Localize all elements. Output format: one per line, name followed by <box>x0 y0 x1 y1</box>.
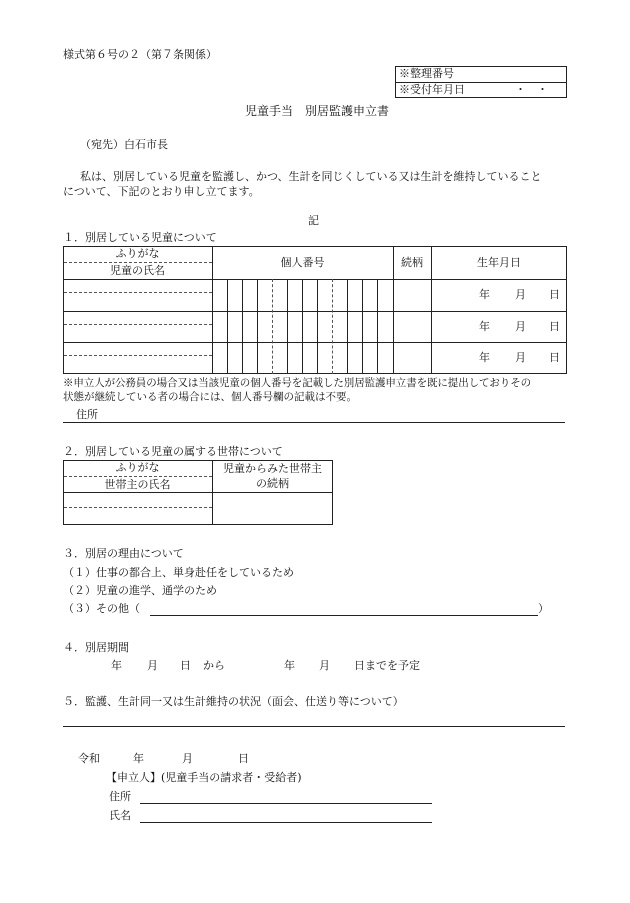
situation-field[interactable] <box>63 726 565 727</box>
child-row-2-birth-month: 月 <box>515 320 526 333</box>
period-end-year: 年 <box>284 659 295 672</box>
section4-heading: ４．別居期間 <box>63 641 129 654</box>
children-row-line-2 <box>63 342 567 343</box>
reason-other-field[interactable] <box>150 615 538 616</box>
child-row-1-name-field[interactable] <box>66 294 210 310</box>
children-row3-furigana-divider <box>64 355 212 356</box>
section5-heading: ５．監護、生計同一又は生計維持の状況（面会、仕送り等について） <box>63 695 404 708</box>
reason-option-2[interactable]: （２）児童の進学、通学のため <box>63 584 217 597</box>
period-from: から <box>203 659 225 672</box>
col-child-name-header: 児童の氏名 <box>110 264 165 277</box>
household-head-name-field[interactable] <box>66 509 210 523</box>
child-address-label: 住所 <box>76 408 98 421</box>
applicant-name-label: 氏名 <box>109 809 131 822</box>
applicant-address-label: 住所 <box>109 790 131 803</box>
applicant-name-field[interactable] <box>140 822 432 823</box>
applicant-label: 【申立人】(児童手当の請求者・受給者) <box>106 771 302 784</box>
col-birthdate-header: 生年月日 <box>477 256 521 269</box>
child-row-1-birth-day: 日 <box>549 288 560 301</box>
reason-option-3[interactable]: （３）その他（ <box>63 602 140 615</box>
child-row-3-birth-day: 日 <box>549 351 560 364</box>
ki-mark: 記 <box>308 214 319 227</box>
child-row-3-birth-year: 年 <box>479 351 490 364</box>
child-row-1-birth-year: 年 <box>479 288 490 301</box>
household-head-furigana-field[interactable] <box>66 494 210 505</box>
child-row-2-furigana-field[interactable] <box>66 313 210 323</box>
col-furigana-header: ふりがな <box>115 247 160 260</box>
children-row1-furigana-divider <box>64 292 212 293</box>
household-relation-field[interactable] <box>214 494 331 523</box>
child-row-3-furigana-field[interactable] <box>66 344 210 354</box>
child-address-field[interactable] <box>63 422 565 423</box>
child-row-2-birth-year: 年 <box>479 320 490 333</box>
child-row-1-mynumber-field[interactable] <box>213 281 392 309</box>
child-row-3-relation-field[interactable] <box>394 344 430 372</box>
section2-heading: ２．別居している児童の属する世帯について <box>63 445 283 458</box>
col-relation-header: 続柄 <box>401 256 423 269</box>
section1-heading: １．別居している児童について <box>63 231 217 244</box>
children-row-line-1 <box>63 311 567 312</box>
applicant-address-field[interactable] <box>140 803 432 804</box>
period-start-day: 日 <box>180 659 191 672</box>
child-row-1-birth-month: 月 <box>515 288 526 301</box>
intro-line-2: について、下記のとおり申し立てます。 <box>63 185 260 198</box>
footer-day: 日 <box>238 752 249 765</box>
children-furigana-divider <box>64 262 212 263</box>
household-row-furigana-divider <box>64 507 212 508</box>
child-row-2-relation-field[interactable] <box>394 313 430 341</box>
child-row-3-mynumber-field[interactable] <box>213 344 392 372</box>
col-mynumber-header: 個人番号 <box>280 256 325 269</box>
mynumber-note-line-2: 状態が継続している者の場合には、個人番号欄の記載は不要。 <box>63 391 357 403</box>
period-start-month: 月 <box>147 659 158 672</box>
child-row-2-birth-day: 日 <box>549 320 560 333</box>
reason-option-1[interactable]: （１）仕事の都合上、単身赴任をしているため <box>63 566 294 579</box>
receipt-date-label: ※受付年月日 <box>399 83 465 96</box>
period-until: 日までを予定 <box>354 659 420 672</box>
period-start-year: 年 <box>111 659 122 672</box>
page-title: 児童手当 別居監護申立書 <box>245 104 390 118</box>
child-row-2-name-field[interactable] <box>66 326 210 341</box>
footer-era: 令和 <box>78 752 100 765</box>
footer-month: 月 <box>182 752 193 765</box>
section3-heading: ３．別居の理由について <box>63 547 184 560</box>
household-relation-header-2: の続柄 <box>256 477 289 490</box>
child-row-3-name-field[interactable] <box>66 357 210 372</box>
intro-line-1: 私は、別居している児童を監護し、かつ、生計を同じくしている又は生計を維持していること <box>80 170 542 183</box>
form-number: 様式第６号の２（第７条関係） <box>63 48 217 61</box>
addressee: （宛先）白石市長 <box>80 138 168 151</box>
child-row-3-birth-month: 月 <box>515 351 526 364</box>
period-end-month: 月 <box>319 659 330 672</box>
children-header-line <box>63 279 567 280</box>
child-row-2-mynumber-field[interactable] <box>213 313 392 341</box>
household-head-name-header: 世帯主の氏名 <box>104 478 171 491</box>
mynumber-note-line-1: ※申立人が公務員の場合又は当該児童の個人番号を記載した別居監護申立書を既に提出しておりその <box>63 377 531 389</box>
child-row-1-relation-field[interactable] <box>394 281 430 309</box>
child-row-1-furigana-field[interactable] <box>66 281 210 291</box>
reference-number-label: ※整理番号 <box>399 67 454 80</box>
household-furigana-header: ふりがな <box>115 461 160 474</box>
receipt-date-dots: ・ ・ <box>515 83 548 96</box>
household-furigana-divider <box>64 476 212 477</box>
children-row2-furigana-divider <box>64 324 212 325</box>
footer-year: 年 <box>133 752 144 765</box>
reason-option-3-close: ） <box>538 602 549 615</box>
household-relation-header-1: 児童からみた世帯主 <box>223 462 322 475</box>
